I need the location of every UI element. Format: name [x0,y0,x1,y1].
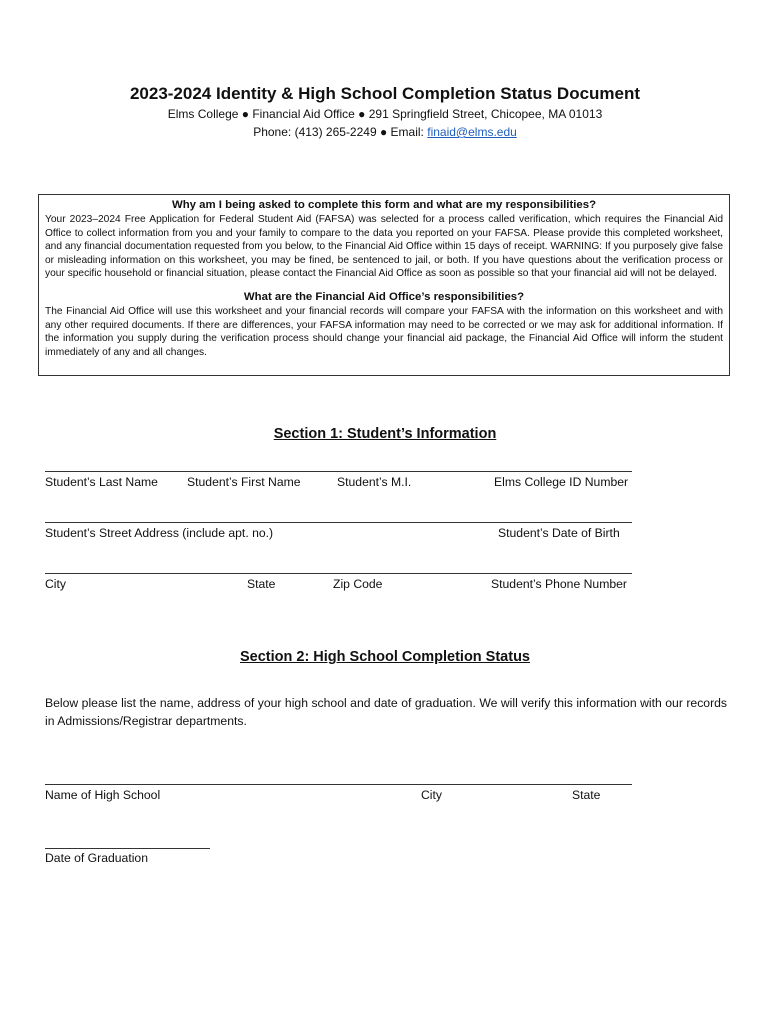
section1-heading: Section 1: Student’s Information [273,426,497,442]
phone-text: Phone: (413) 265-2249 ● Email: [253,125,428,139]
graduation-date-label: Date of Graduation [45,851,148,865]
graduation-date-line-blank[interactable] [45,848,210,849]
last-name-label: Student’s Last Name [45,475,158,489]
office-responsibilities-text: The Financial Aid Office will use this worksheet and your financial records will compare your FAFSA with the information on this worksheet and with any other required documents. If there are differences, your FAFSA information may need to be corrected or we may ask for additional information. If the information you supply during the verification process should change your financial aid package, the Financial Aid Office will inform the student immediately of any and all changes. [45,305,723,358]
high-school-city-label: City [421,788,442,802]
document-title: 2023-2024 Identity & High School Completion Status Document [129,84,641,103]
email-link[interactable]: finaid@elms.edu [427,125,517,139]
address-line-blank[interactable] [45,522,632,523]
high-school-state-label: State [572,788,601,802]
responsibilities-box [38,194,730,376]
state-label: State [247,577,276,591]
first-name-label: Student’s First Name [187,475,301,489]
city-label: City [45,577,66,591]
office-responsibilities-heading: What are the Financial Aid Office’s responsibilities? [243,290,525,303]
street-address-label: Student’s Street Address (include apt. no.) [45,526,274,540]
college-id-label: Elms College ID Number [494,475,629,489]
middle-initial-label: Student’s M.I. [337,475,412,489]
student-responsibilities-heading: Why am I being asked to complete this form and what are my responsibilities? [171,199,597,211]
zip-code-label: Zip Code [333,577,383,591]
date-of-birth-label: Student’s Date of Birth [498,526,620,540]
address-line: Elms College ● Financial Aid Office ● 291 Springfield Street, Chicopee, MA 01013 [167,107,603,121]
phone-number-label: Student’s Phone Number [491,577,627,591]
section2-heading: Section 2: High School Completion Status [239,649,530,665]
high-school-instructions: Below please list the name, address of your high school and date of graduation. We will verify this information with our records in Admissions/Registrar departments. [45,696,727,728]
contact-line [0,125,770,139]
student-name-line[interactable] [45,471,632,472]
high-school-name-label: Name of High School [45,788,161,802]
student-responsibilities-text: Your 2023–2024 Free Application for Federal Student Aid (FAFSA) was selected for a process called verification, which requires the Financial Aid Office to collect information from you and your family to compare to the data you reported on your FAFSA. Please provide this completed worksheet, and any financial documentation requested from you below, to the Financial Aid Office within 15 days of receipt. WARNING: If you purposely give false or misleading information on this worksheet, you may be fined, be sentenced to jail, or both. If you have questions about the verification process or your specific household or financial situation, please contact the Financial Aid Office as soon as possible so that your financial aid will not be delayed. [45,214,723,280]
high-school-line-blank[interactable] [45,784,632,785]
city-line-blank[interactable] [45,573,632,574]
